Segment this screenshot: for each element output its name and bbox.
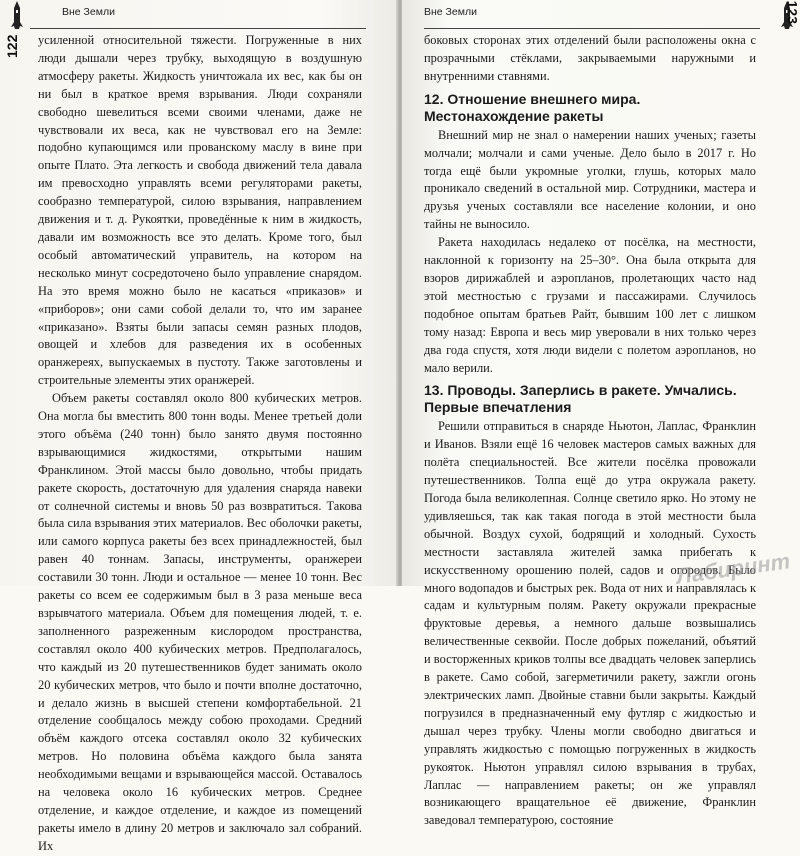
right-body-text bbox=[424, 32, 756, 830]
running-head-right: Вне Земли bbox=[424, 6, 477, 18]
paragraph: Ракета находилась недалеко от посёлка, на местности, наклонной к горизонту на 25–30°. Она была открыта для взоров дирижаблей и аэропланов, пролетающих часто над этой местностью с грузами и пассажирами. Случилось подобное опытам братьев Райт, бывшим 100 лет с лишком тому назад: Европа и весь мир уверовали в них только через два года спустя, хотя люди видели с полетом аэропланов, но мало верили. bbox=[424, 235, 756, 375]
paragraph: боковых сторонах этих отделений были расположены окна с прозрачными стёклами, закрываемыми наружными и внутренними ставнями. bbox=[424, 33, 756, 83]
left-page bbox=[0, 0, 398, 853]
paragraph: Объем ракеты составлял около 800 кубических метров. Она могла бы вместить 800 тонн воды. Менее третьей доли этого объёма (240 тонн) было занято двумя постоянно взрывающимися жидкостями, открытыми нашим Франклином. Этой массы было довольно, чтобы придать ракете скорость, достаточную для удаления снаряда навеки от солнечной системы и вновь 50 раз возвратиться. Такова была сила взрывания этих материалов. Вес оболочки ракеты, или самого корпуса ракеты без всех принадлежностей, был равен 40 тоннам. Запасы, инструменты, оранжереи составили 30 тонн. Люди и остальное — менее 10 тонн. Вес ракеты со всем ее содержимым был в 3 раза меньше веса взрывчатого материала. Объем для помещения людей, т. е. заполненного разреженным кислородом пространства, составлял около 400 кубических метров. Предполагалось, что каждый из 20 путешественников будет занимать около 20 кубических метров, что было и почти вполне достаточно, и делало жизнь в высшей степени комфортабельной. 21 отделение сообщалось между собою проходами. Средний объём каждого отсека составлял около 32 кубических метров. Но половина объёма каждого была занята необходимыми вещами и взрывающейся массой. Оставалось на человека около 16 кубических метров. Среднее отделение, и каждое отделение, и каждое из помещений ракеты имело в длину 20 метров и заключало зал собраний. Их bbox=[38, 391, 362, 853]
page-number-left: 122 bbox=[4, 34, 20, 58]
section-heading-13: 13. Проводы. Заперлись в ракете. Умчались. Первые впечатления bbox=[424, 382, 737, 416]
paragraph: Внешний мир не знал о намерении наших ученых; газеты молчали; молчали и сами ученые. Дело было в 2017 г. Но тогда ещё были укромные уголки, глушь, которых мало проникало сведений в остальной мир. Сотрудники, мастера и друзья ученых составляли все население колонии, и оно тайны не выносило. bbox=[424, 127, 756, 232]
page-number-right: 123 bbox=[784, 0, 800, 24]
paragraph: усиленной относительной тяжести. Погруженные в них люди дышали через трубку, выходящую в воздушную атмосферу ракеты. Жидкость уничтожала их вес, как бы он ни был в краткое время взрывания. Люди сохраняли свободно шевелиться всеми своими членами, даже не чувствовали их веса, как не чувствовал его на Земле: подобно купающимся или прованскому маслу в вине при опыте Плато. Эта легкость и свобода движений тела давала им превосходно управлять всеми регуляторами ракеты, сообразно температурой, силою взрывания, направлением движения и т. д. Рукоятки, проведённые к ним в жидкость, давали им возможность все это делать. Кроме того, был особый автоматический управитель, на котором на несколько минут сосредоточено было управление снарядом. На это время можно было не касаться «приказов» и «приборов»; они сами собой делали то, что им заранее «приказано». Взяты были запасы семян разных плодов, овощей и хлебов для разведения их в особенных оранжереях, выпускаемых в пустоту. Также заготовлены и строительные элементы этих оранжерей. bbox=[38, 33, 362, 388]
watermark-logo: Лабиринт bbox=[674, 548, 792, 589]
left-body-text bbox=[38, 32, 362, 856]
rocket-icon bbox=[10, 0, 24, 30]
running-head-left: Вне Земли bbox=[62, 6, 115, 18]
header-rule-right bbox=[424, 28, 760, 29]
paragraph: Решили отправиться в снаряде Ньютон, Лаплас, Франклин и Иванов. Взяли ещё 16 человек мастеров самых важных для полёта специальностей. Все жители посёлка провожали путешественников. Толпа ещё до утра окружала ракету. Погода была великолепная. Солнце светило ярко. Но этому не удивляешься, так как такая погода в этой местности была обычной. Воздух сухой, бодрящий и холодный. Сухость местности заставляла жителей замка прибегать к искусственному орошению полей, садов и огородов. Было много водопадов и быстрых рек. Вода от них и направлялась к садам и культурным полям. Ракету окружали прекрасные фруктовые деревья, а немного дальше возвышались величественные секвойи. После добрых пожеланий, объятий и восторженных криков толпы все двадцать человек заперлись в ракете. Само собой, загерметичили ракету, зажгли огонь электрических ламп. Двойные ставни были закрыты. Каждый погрузился в предназначенный ему футляр с жидкостью и дышал через трубку. Члены могли свободно двигаться и управлять жидкостью с помощью погруженных в жидкость рукояток. Ньютон управлял силою взрывания в трубах, Лаплас — направлением ракеты; он же управлял возникающего вращательное её движение, Франклин заведовал температурою, состояние bbox=[424, 419, 756, 828]
right-page bbox=[402, 0, 800, 828]
section-heading-12: 12. Отношение внешнего мира. Местонахождение ракеты bbox=[424, 90, 641, 124]
header-rule-left bbox=[30, 28, 366, 29]
